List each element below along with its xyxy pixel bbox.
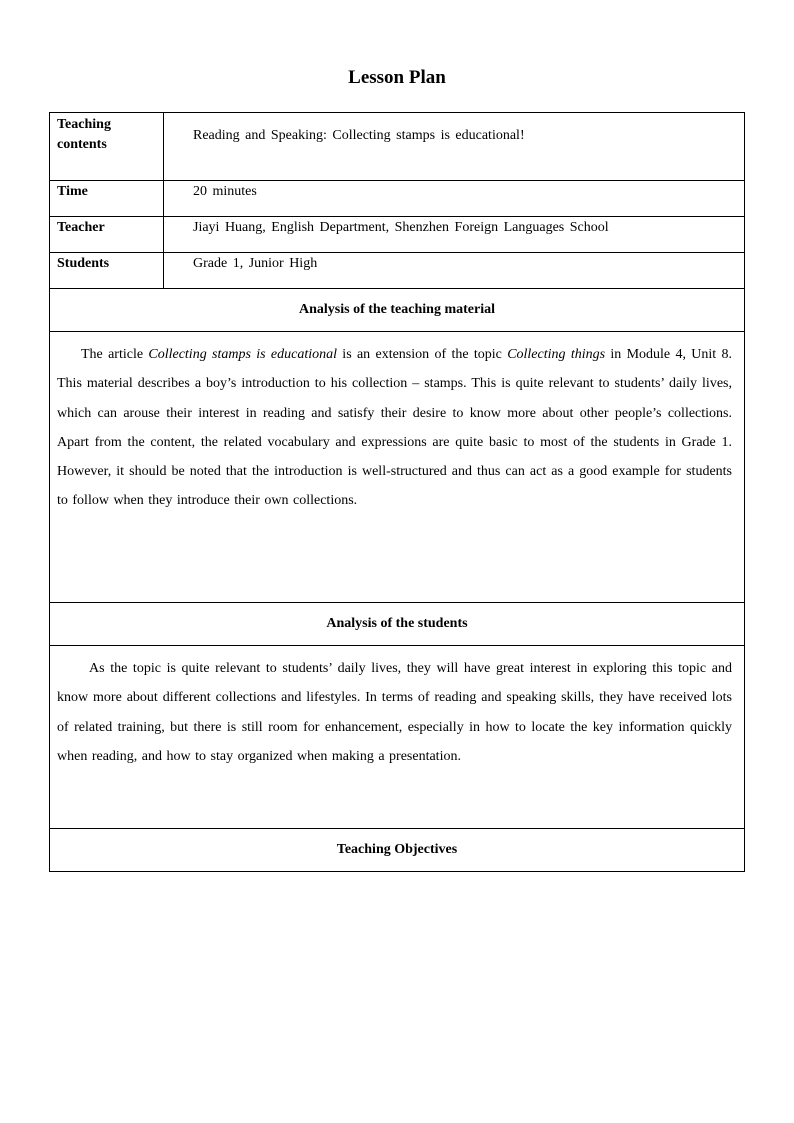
info-row-students [50, 253, 745, 289]
section-heading: Analysis of the students [50, 603, 745, 646]
info-label: Teaching contents [50, 113, 164, 181]
info-label: Time [50, 181, 164, 217]
info-value: Grade 1, Junior High [164, 253, 745, 289]
info-value: 20 minutes [164, 181, 745, 217]
paragraph-emphasis: Collecting things [507, 347, 606, 362]
info-value: Reading and Speaking: Collecting stamps is educational! [164, 113, 745, 181]
section-heading-row [50, 829, 745, 872]
info-row-time [50, 181, 745, 217]
info-label: Students [50, 253, 164, 289]
document-title: Lesson Plan [348, 67, 446, 88]
paragraph-emphasis: Collecting stamps is educational [148, 347, 337, 362]
section-heading: Analysis of the teaching material [50, 289, 745, 332]
info-row-teaching-contents [50, 113, 745, 181]
info-label: Teacher [50, 217, 164, 253]
section-heading-row [50, 289, 745, 332]
section-body-row [50, 332, 745, 603]
info-row-teacher [50, 217, 745, 253]
material-analysis-paragraph [50, 332, 745, 603]
section-body-row [50, 646, 745, 829]
info-value: Jiayi Huang, English Department, Shenzhen Foreign Languages School [164, 217, 745, 253]
paragraph-text: in Module 4, Unit 8. This material describes a boy’s introduction to his collection – stamps. This is quite relevant to students’ daily lives, which can arouse their interest in reading and satisfy their desire to know more about other people’s collections. Apart from the content, the related vocabulary and expressions are quite basic to most of the students in Grade 1. However, it should be noted that the introduction is well-structured and thus can act as a good example for students to follow when they introduce their own collections. [57, 347, 732, 509]
paragraph-text: As the topic is quite relevant to students’ daily lives, they will have great interest in exploring this topic and know more about different collections and lifestyles. In terms of reading and speaking skills, they have received lots of related training, but there is still room for enhancement, especially in how to locate the key information quickly when reading, and how to stay organized when making a presentation. [57, 661, 732, 764]
paragraph-text: The article [81, 347, 149, 362]
paragraph-text: is an extension of the topic [336, 347, 508, 362]
section-heading-row [50, 603, 745, 646]
students-analysis-paragraph [50, 646, 745, 829]
lesson-plan-table [49, 112, 745, 872]
section-heading: Teaching Objectives [50, 829, 745, 872]
